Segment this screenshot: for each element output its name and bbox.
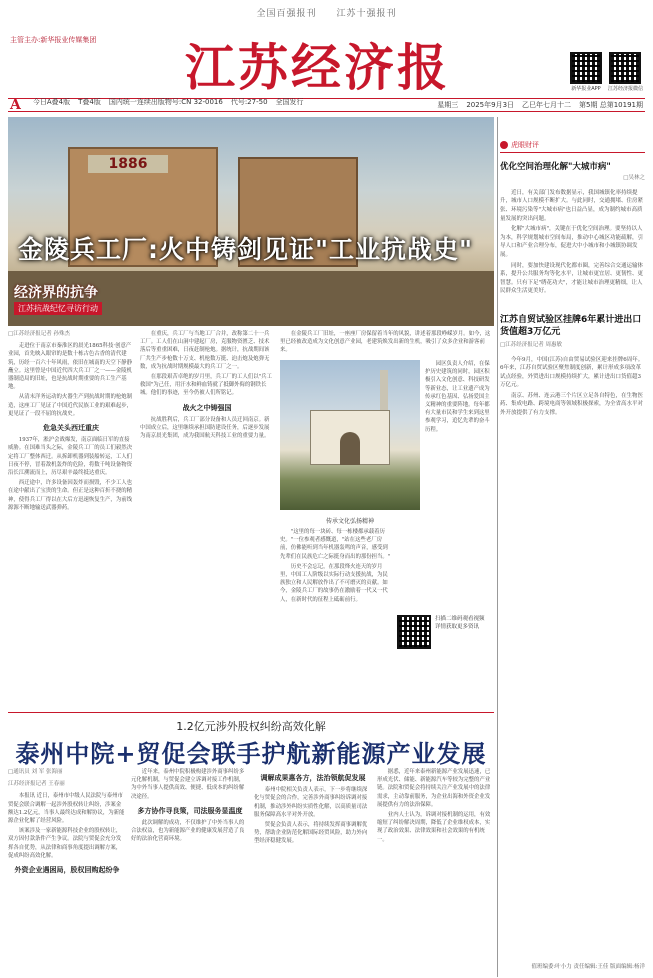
article-column [140,330,274,708]
article-paragraph: 近日，有关部门发布数据显示，我国城镇化率持续提升，城市人口规模不断扩大。与此同时，交通拥堵、住房紧张、环境污染等"大城市病"也日益凸显，成为制约城市高质量发展的突出问题。 [500,189,644,222]
tiger-eye-icon [500,141,508,149]
article-paragraph: 在那段艰苦卓绝的岁月里，兵工厂的工人们以"兵工救国"为己任，用汗水和鲜血铸就了抵御外侮的钢铁长城。他们的事迹，至今仍被人们所铭记。 [140,374,272,397]
section-topic: 经济界的抗争 [14,285,98,301]
news-body [500,356,645,418]
article-paragraph: 在重庆，兵工厂与当地工厂合并，改称第二十一兵工厂。工人们在山洞中建起厂房，克服物资匮乏、技术落后等重重困难，日夜赶制枪炮。据统计，抗战期间该厂共生产步枪数十万支、机枪数万挺、迫击炮及炮弹无数，成为抗战时期规模最大的兵工厂之一。 [140,331,270,370]
article-paragraph: 近年来，泰州中院积极构建涉外商事纠纷多元化解机制，与贸促会建立诉调对接工作机制，为中外当事人提供高效、便捷、低成本的纠纷解决途径。 [131,769,245,800]
top-label: 全国百强报刊 [256,9,317,19]
qr-code-icon[interactable] [397,615,431,649]
top-label: 江苏十强报刊 [336,9,397,19]
article-paragraph: 该案涉及一家新能源科技企业的股权转让，双方因付款条件产生争议。法院与贸促会充分发挥各自优势，从法律和商事角度提出调解方案，促成纠纷高效化解。 [8,828,122,859]
article-paragraph: 此次调解的成功，不仅维护了中外当事人的合法权益，也为新能源产业的健康发展营造了良好的法治化营商环境。 [131,820,245,843]
publisher-brand: 主管主办:新华报业传媒集团 [10,36,97,44]
article-subheading: 危急关头西迁重庆 [43,424,99,433]
article-column [8,768,126,958]
bottom-headline[interactable]: 泰州中院+贸促会联手护航新能源产业发展 [15,739,487,768]
qr-codes [570,52,643,92]
column-divider [497,117,498,977]
article-paragraph: 化解"大城市病"，关键在于优化空间治理。要坚持以人为本，科学规划城市空间布局，推动中心城区功能疏解，引导人口和产业合理分布，促进大中小城市和小城镇协调发展。 [500,226,644,258]
article-paragraph: 历史不会忘记，在那段烽火连天的岁月里，中国工人阶级以实际行动支援抗战，为民族独立和人民解放作出了不可磨灭的贡献。如今，金陵兵工厂的故事仍在激励着一代又一代人，在新时代的征程上砥砺前行。 [280,563,388,603]
article-column [131,768,249,958]
commentary-title[interactable]: 优化空间治理化解"大城市病" [500,161,611,172]
article-paragraph: 泰州中院相关负责人表示，下一步将继续深化与贸促会的合作，完善涉外商事纠纷诉调对接机制，推动涉外纠纷实质性化解，以高质量司法服务保障高水平对外开放。 [254,787,368,818]
postal-code: 代号:27-50 [230,98,268,106]
section-subtopic: 江苏抗战纪忆寻访行动 [14,302,102,315]
article-paragraph: 南京、苏州、连云港三个片区立足各自特色，在生物医药、集成电路、跨境电商等领域积极探索，为全省高水平对外开放提供了有力支撑。 [500,392,644,417]
article-paragraph: 抗战胜利后，兵工厂部分设备和人员迁回南京。新中国成立后，这里继续承担国防建设任务，后逐步发展为南京晨光集团，成为我国航天科技工业的重要力量。 [140,416,270,440]
right-column [500,117,645,817]
article-photo[interactable] [280,360,420,510]
column-tag-label: 虎眼财评 [511,141,539,149]
issue-info-left [10,97,304,113]
article-column [280,528,392,708]
news-byline: □江苏经济报记者 周惠敏 [500,341,562,348]
news-title[interactable]: 江苏自贸试验区挂牌6年累计进出口货值超3万亿元 [500,314,642,337]
lunar-date: 乙巳年七月十二 [522,101,572,109]
article-paragraph: "这里的每一块砖、每一栋楼都承载着历史。"一位参观者感慨道，"站在这些老厂房前，仿佛能听到当年机器轰鸣的声音，感受到先辈们在民族危亡之际挺身而出的那份担当。" [280,529,391,560]
article-subheading: 外资企业遇困局，股权回购起纷争 [14,866,120,875]
top-labels [0,6,653,19]
article-paragraph: 贸促会负责人表示，将持续发挥商事调解优势，帮助企业防范化解国际经贸风险，助力外向型经济稳健发展。 [254,822,368,845]
gate-door [340,432,360,465]
section-divider [8,712,494,713]
video-qr[interactable] [397,615,431,649]
article-byline: □通讯员 刘 军 张海丽 [8,769,63,775]
qr-box [570,52,602,92]
article-subheading: 战火之中铸强国 [182,403,232,412]
issn-info: 国内统一连续出版物号:CN 32-0016 [108,98,223,106]
article-column [280,330,494,358]
article-paragraph: 走进位于南京市秦淮区的晨光1865科技·创意产业园，首先映入眼帘的是数十栋古色古香的清代建筑，历经一百六十年风雨，依旧在城南的天空下静静矗立。这里曾是中国近代四大兵工厂之一——金陵机器制造局的旧址，也是抗战时期重要的兵工生产基地。 [8,343,132,391]
column-tag [500,141,645,153]
article-column [425,360,494,610]
qr-code-icon[interactable] [609,52,641,84]
serial-number: 第5期 总第10191期 [579,101,643,109]
article-column [254,768,372,958]
article-paragraph: 业内人士认为，诉调对接机制的运用，有效缩短了纠纷解决周期，降低了企业维权成本，实现了政治效果、法律效果和社会效果的有机统一。 [377,812,491,843]
photo-caption: 传承文化弘扬精神 [325,518,374,525]
article-subheading: 调解成果惠各方，法治领航促发展 [260,774,366,782]
article-column [8,330,134,708]
bottom-kicker: 1.2亿元涉外股权纠纷高效化解 [176,720,326,733]
video-qr-text: 扫描二维码观看视频详情获取更多资讯 [435,616,485,630]
article-paragraph: 1937年，淞沪会战爆发，南京面临日军的直接威胁。在国难当头之际，金陵兵工厂的员工们毅然决定将工厂整体西迁。从拆卸机器到装船转运，工人们日夜不停，冒着敌机轰炸的危险，将数千吨设备物资沿长江溯流而上，历尽艰辛最终抵达重庆。 [8,437,132,477]
article-byline: 江苏经济报记者 王春丽 [8,781,65,788]
qr-code-icon[interactable] [570,52,602,84]
article-paragraph: 本报讯 近日，泰州市中级人民法院与泰州市贸促会联合调解一起涉外股权转让纠纷，涉案金额达1.2亿元，当事人最终达成和解协议，为新能源企业化解了经营风险。 [8,793,125,825]
article-subheading: 多方协作寻良策，司法服务显温度 [137,806,243,815]
qr-label: 江苏经济报微信 [607,86,643,92]
issue-date: 2025年9月3日 [466,101,515,109]
article-paragraph: 同时，要加快建设现代化都市圈，完善综合交通运输体系，提升公共服务均等化水平，让城市更宜居、更韧性、更智慧。只有下足"绣花功夫"，才能让城市治理更精细，让人民群众生活更美好。 [500,262,644,295]
issue-info-right [437,100,643,110]
article-paragraph: 园区负责人介绍，在保护历史建筑的同时，园区积极引入文化创意、科技研发等新业态，让工业遗产成为传承红色基因、弘扬爱国主义精神的重要阵地。每年都有大量市民和学生来到这里参观学习，追忆先辈的奋斗历程。 [425,361,490,433]
page-footer: 值班编委:叶小力 责任编辑:王佳 版面编辑:杨洋 [531,964,645,970]
distribution-info: 全国发行 [275,98,304,106]
headline[interactable]: 金陵兵工厂:火中铸剑见证"工业抗战史" [18,235,474,264]
edition-info: 今日A叠4版 [32,98,71,106]
weekday: 星期三 [437,101,459,109]
article-paragraph: 今年9月，中国(江苏)自由贸易试验区迎来挂牌6周年。6年来，江苏自贸试验区聚焦制度创新，累计形成多项改革试点经验，外贸进出口规模持续扩大，累计进出口货值超3万亿元。 [500,356,644,389]
article-paragraph: 在金陵兵工厂旧址，一座座厂房保留着当年的风貌，讲述着那段峥嵘岁月。如今，这里已经被改造成为文化创意产业园，老建筑焕发出新的生机，吸引了众多企业和游客前来。 [280,331,491,354]
issue-info-bar [8,98,645,112]
factory-sign: 1886 [88,155,168,173]
article-column [377,768,494,958]
article-byline: □江苏经济报记者 孙殊杰 [8,331,70,337]
qr-label: 新华报业APP [571,86,601,92]
commentary-author: □吴林之 [623,175,645,182]
newspaper-title: 江苏经济报 [185,38,450,97]
commentary-body [500,189,645,296]
page-letter: A [10,97,21,113]
total-info: T叠4版 [78,98,101,106]
article-paragraph: 西迁途中，许多设备因轰炸而损毁，不少工人也在途中献出了宝贵的生命。但正是这种百折不挠的精神，使得兵工厂得以在大后方迅速恢复生产，为前线源源不断地输送武器弹药。 [8,480,133,511]
qr-box [608,52,643,92]
article-paragraph: 据悉，近年来泰州新能源产业发展迅速，已形成光伏、储能、新能源汽车等较为完整的产业链。法院和贸促会将持续关注产业发展中的法律需求，主动靠前服务，为企业出海和外资企业发展提供有力的法治保障。 [377,769,491,808]
article-paragraph: 从清末洋务运动的火器生产到抗战时期的枪炮制造，这座工厂见证了中国近代民族工业的艰难起步，更见证了一段不屈的抗战史。 [8,394,133,417]
